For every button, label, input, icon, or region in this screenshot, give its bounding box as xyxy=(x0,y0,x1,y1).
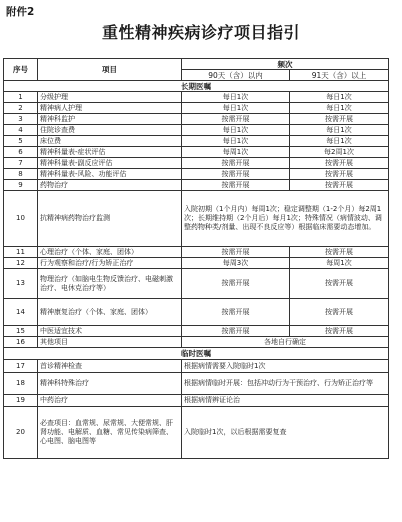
row-item: 精神科监护 xyxy=(38,114,182,125)
header-item: 项目 xyxy=(38,59,182,81)
header-over-91: 91天（含）以上 xyxy=(290,70,389,81)
row-f91: 按需开展 xyxy=(290,114,389,125)
row-f90: 每日1次 xyxy=(182,136,290,147)
table-row xyxy=(4,180,389,191)
row-no: 1 xyxy=(4,92,38,103)
row-f90: 按需开展 xyxy=(182,180,290,191)
row-f90: 每周3次 xyxy=(182,258,290,269)
table-row xyxy=(4,169,389,180)
row-item: 行为观察和治疗/行为矫正治疗 xyxy=(38,258,182,269)
row-f91: 按需开展 xyxy=(290,299,389,326)
table-row xyxy=(4,258,389,269)
row-f90: 按需开展 xyxy=(182,158,290,169)
section-long-term: 长期医嘱 xyxy=(4,81,389,92)
table-row xyxy=(4,92,389,103)
row-f91: 按需开展 xyxy=(290,269,389,299)
row-item: 分级护理 xyxy=(38,92,182,103)
attachment-label: 附件2 xyxy=(6,6,35,18)
row-item: 精神科量表-副反应评估 xyxy=(38,158,182,169)
table-row xyxy=(4,299,389,326)
row-no: 2 xyxy=(4,103,38,114)
row-f91: 每日1次 xyxy=(290,103,389,114)
row-item: 心理治疗（个体、家庭、团体） xyxy=(38,247,182,258)
table-row xyxy=(4,114,389,125)
row-no: 19 xyxy=(4,395,38,407)
row-no: 13 xyxy=(4,269,38,299)
row-f91: 按需开展 xyxy=(290,180,389,191)
row-no: 12 xyxy=(4,258,38,269)
section-temporary: 临时医嘱 xyxy=(4,348,389,360)
row-item: 精神科量表-风险、功能评估 xyxy=(38,169,182,180)
row-item: 精神科特殊治疗 xyxy=(38,373,182,395)
row-item: 精神病人护理 xyxy=(38,103,182,114)
row-item: 首诊精神检查 xyxy=(38,360,182,373)
row-f90: 每日1次 xyxy=(182,125,290,136)
row-no: 17 xyxy=(4,360,38,373)
table-row xyxy=(4,395,389,407)
row-f90: 按需开展 xyxy=(182,169,290,180)
table-row xyxy=(4,373,389,395)
row-merged-frequency: 根据病情需要入院临时1次 xyxy=(182,360,389,373)
table-row xyxy=(4,360,389,373)
row-no: 3 xyxy=(4,114,38,125)
row-f91: 按需开展 xyxy=(290,247,389,258)
table-row xyxy=(4,136,389,147)
row-no: 16 xyxy=(4,337,38,348)
row-item: 精神科量表-症状评估 xyxy=(38,147,182,158)
row-no: 7 xyxy=(4,158,38,169)
row-item: 抗精神病药物治疗监测 xyxy=(38,191,182,247)
row-merged-frequency: 入院临时1次，以后根据需要复查 xyxy=(182,407,389,459)
header-within-90: 90天（含）以内 xyxy=(182,70,290,81)
row-merged-frequency: 各地自行确定 xyxy=(182,337,389,348)
row-no: 6 xyxy=(4,147,38,158)
row-f91: 每2周1次 xyxy=(290,147,389,158)
row-f91: 按需开展 xyxy=(290,158,389,169)
table-row xyxy=(4,147,389,158)
row-f90: 每日1次 xyxy=(182,92,290,103)
table-row xyxy=(4,103,389,114)
row-no: 10 xyxy=(4,191,38,247)
row-f90: 每周1次 xyxy=(182,147,290,158)
row-no: 8 xyxy=(4,169,38,180)
row-f91: 每日1次 xyxy=(290,136,389,147)
row-f91: 按需开展 xyxy=(290,169,389,180)
row-merged-frequency: 入院初期（1个月内）每周1次；稳定调整期（1-2个月）每2周1次；长期维持期（2个月后）每月1次；特殊情况（病情波动、调整药物种类/剂量、出现不良反应等）根据临床需要动态增加。 xyxy=(182,191,389,247)
header-no: 序号 xyxy=(4,59,38,81)
row-no: 14 xyxy=(4,299,38,326)
row-item: 其他项目 xyxy=(38,337,182,348)
table-row xyxy=(4,247,389,258)
table-row xyxy=(4,407,389,459)
row-f91: 按需开展 xyxy=(290,326,389,337)
row-item: 床位费 xyxy=(38,136,182,147)
table-row xyxy=(4,269,389,299)
row-no: 15 xyxy=(4,326,38,337)
row-item: 住院诊查费 xyxy=(38,125,182,136)
row-f90: 按需开展 xyxy=(182,114,290,125)
row-no: 20 xyxy=(4,407,38,459)
row-no: 11 xyxy=(4,247,38,258)
row-item: 中医适宜技术 xyxy=(38,326,182,337)
row-f90: 按需开展 xyxy=(182,247,290,258)
table-row xyxy=(4,191,389,247)
row-f90: 每日1次 xyxy=(182,103,290,114)
table-row xyxy=(4,125,389,136)
row-f91: 每日1次 xyxy=(290,125,389,136)
row-f90: 按需开展 xyxy=(182,269,290,299)
row-merged-frequency: 根据病情临时开展：包括冲动行为干预治疗、行为矫正治疗等 xyxy=(182,373,389,395)
row-item: 中药治疗 xyxy=(38,395,182,407)
row-no: 9 xyxy=(4,180,38,191)
table-row xyxy=(4,337,389,348)
row-f90: 按需开展 xyxy=(182,326,290,337)
page-title: 重性精神疾病诊疗项目指引 xyxy=(101,23,300,42)
row-no: 18 xyxy=(4,373,38,395)
row-f90: 按需开展 xyxy=(182,299,290,326)
row-no: 4 xyxy=(4,125,38,136)
row-f91: 每周1次 xyxy=(290,258,389,269)
table-row xyxy=(4,158,389,169)
row-item: 药物治疗 xyxy=(38,180,182,191)
header-frequency: 频次 xyxy=(182,59,389,70)
row-item: 物理治疗（如脑电生物反馈治疗、电磁刺激治疗、电休克治疗等） xyxy=(38,269,182,299)
row-f91: 每日1次 xyxy=(290,92,389,103)
row-merged-frequency: 根据病情辨证论治 xyxy=(182,395,389,407)
diagnosis-treatment-table xyxy=(3,58,389,459)
row-item: 必查项目：血常规、尿常规、大便常规、肝肾功能、电解质、血糖、常见传染病筛查、心电图、脑电图等 xyxy=(38,407,182,459)
row-no: 5 xyxy=(4,136,38,147)
table-row xyxy=(4,326,389,337)
row-item: 精神康复治疗（个体、家庭、团体） xyxy=(38,299,182,326)
